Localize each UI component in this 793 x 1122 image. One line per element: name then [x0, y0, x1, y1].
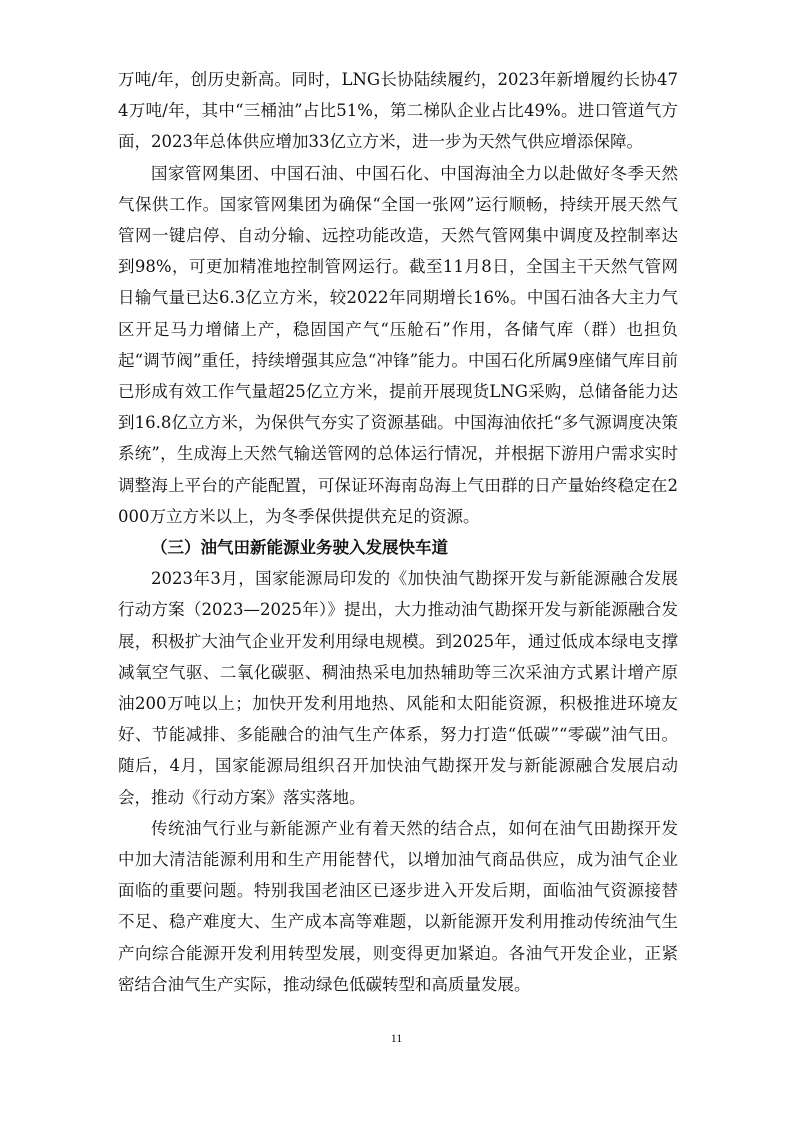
paragraph-traditional-oil-gas: 传统油气行业与新能源产业有着天然的结合点，如何在油气田勘探开发中加大清洁能源利用和生产用能替代，以增加油气商品供应，成为油气企业面临的重要问题。特别我国老油区已逐步进入开发后期，面临油气资源接替不足、稳产难度大、生产成本高等难题，以新能源开发利用推动传统油气生产向综合能源开发利用转型发展，则变得更加紧迫。各油气开发企业，正紧密结合油气生产实际，推动绿色低碳转型和高质量发展。	[118, 818, 678, 994]
paragraph-lng-contracts: 万吨/年，创历史新高。同时，LNG长协陆续履约，2023年新增履约长协474万吨/年，其中“三桶油”占比51%，第二梯队企业占比49%。进口管道气方面，2023年总体供应增加33亿立方米，进一步为天然气供应增添保障。	[118, 70, 678, 152]
document-body	[118, 64, 678, 1000]
paragraph-action-plan: 2023年3月，国家能源局印发的《加快油气勘探开发与新能源融合发展行动方案（2023—2025年）》提出，大力推动油气勘探开发与新能源融合发展，积极扩大油气企业开发利用绿电规模。到2025年，通过低成本绿电支撑减氧空气驱、二氧化碳驱、稠油热采电加热辅助等三次采油方式累计增产原油200万吨以上；加快开发利用地热、风能和太阳能资源，积极推进环境友好、节能减排、多能融合的油气生产体系，努力打造“低碳”“零碳”油气田。随后，4月，国家能源局组织召开加快油气勘探开发与新能源融合发展启动会，推动《行动方案》落实落地。	[118, 569, 678, 807]
page-number: 11	[390, 1031, 403, 1045]
paragraph-winter-gas-supply: 国家管网集团、中国石油、中国石化、中国海油全力以赴做好冬季天然气保供工作。国家管网集团为确保“全国一张网”运行顺畅，持续开展天然气管网一键启停、自动分输、远控功能改造，天然气管网集中调度及控制率达到98%，可更加精准地控制管网运行。截至11月8日，全国主干天然气管网日输气量已达6.3亿立方米，较2022年同期增长16%。中国石油各大主力气区开足马力增储上产，稳固国产气“压舱石”作用，各储气库（群）也担负起“调节阀”重任，持续增强其应急“冲锋”能力。中国石化所属9座储气库目前已形成有效工作气量超25亿立方米，提前开展现货LNG采购，总储备能力达到16.8亿立方米，为保供气夯实了资源基础。中国海油依托“多气源调度决策系统”，生成海上天然气输送管网的总体运行情况，并根据下游用户需求实时调整海上平台的产能配置，可保证环海南岛海上气田群的日产量始终稳定在2000万立方米以上，为冬季保供提供充足的资源。	[118, 163, 678, 526]
section-heading: （三）油气田新能源业务驶入发展快车道	[151, 538, 448, 558]
